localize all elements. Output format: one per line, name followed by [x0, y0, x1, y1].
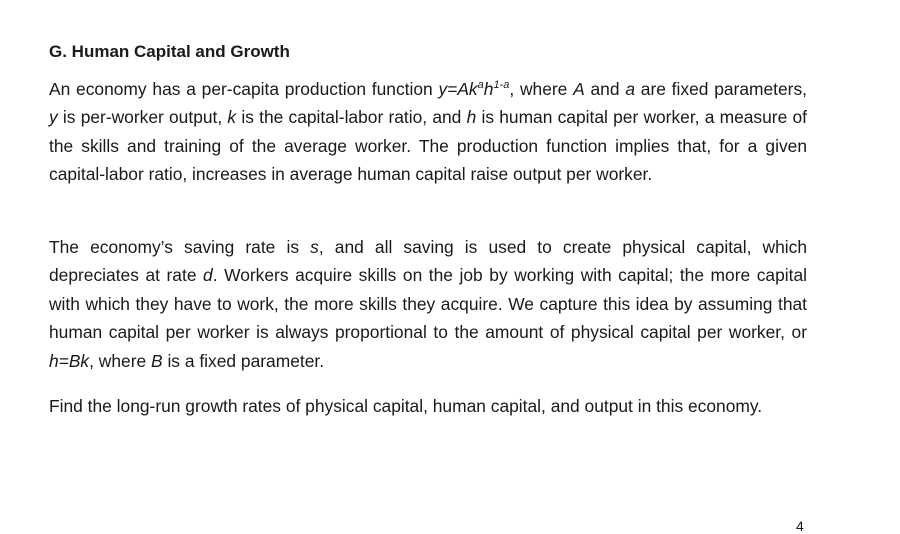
page-number: 4 — [796, 518, 804, 534]
p2-text-1: The economy’s saving rate is — [49, 237, 311, 257]
p2-text-2: , and all saving is used to create physical capital, which depreciates at rate — [49, 237, 807, 286]
human-capital-formula: h=Bk — [49, 350, 90, 371]
production-formula — [438, 79, 509, 99]
var-h: h — [466, 107, 477, 128]
p1-text-2: , where — [509, 79, 574, 99]
p2-text-5: is a fixed parameter. — [162, 350, 325, 371]
p2-text-4: , where — [89, 350, 151, 371]
var-B: B — [151, 350, 163, 371]
var-a: a — [625, 79, 635, 99]
paragraph-question: Find the long-run growth rates of physical capital, human capital, and output in this economy. — [49, 396, 763, 416]
var-A: A — [573, 79, 585, 99]
p1-text-1: An economy has a per-capita production function — [49, 79, 439, 99]
formula-base: y=Ak — [438, 79, 478, 99]
p2-text-3: . Workers acquire skills on the job by working with capital; the more capital with which they have to work, the more skills they acquire. We capture this idea by assuming that human capital per worker is always proportional to the amount of physical capital per worker, or — [49, 265, 808, 343]
p1-text-4: are fixed parameters, — [634, 79, 807, 99]
paragraph-saving-capital — [49, 233, 807, 375]
p1-text-5: is per-worker output, — [57, 107, 228, 128]
p1-text-7: is human capital per worker, a measure of the skills and training of the average worker. The production function implies that, for a given capital-labor ratio, increases in average human capital raise output per worker. — [49, 107, 807, 185]
section-heading: G. Human Capital and Growth — [49, 42, 290, 61]
var-y: y — [49, 107, 58, 128]
paragraph-production-function — [49, 75, 807, 189]
var-k: k — [227, 107, 237, 128]
var-s: s — [310, 237, 319, 257]
formula-h: h — [483, 79, 494, 99]
formula-exponent-a: a — [477, 79, 484, 91]
p1-text-6: is the capital-labor ratio, and — [236, 107, 467, 128]
p1-text-3: and — [584, 79, 626, 99]
var-d: d — [203, 265, 213, 286]
formula-exponent-1-a: 1-a — [493, 79, 510, 91]
